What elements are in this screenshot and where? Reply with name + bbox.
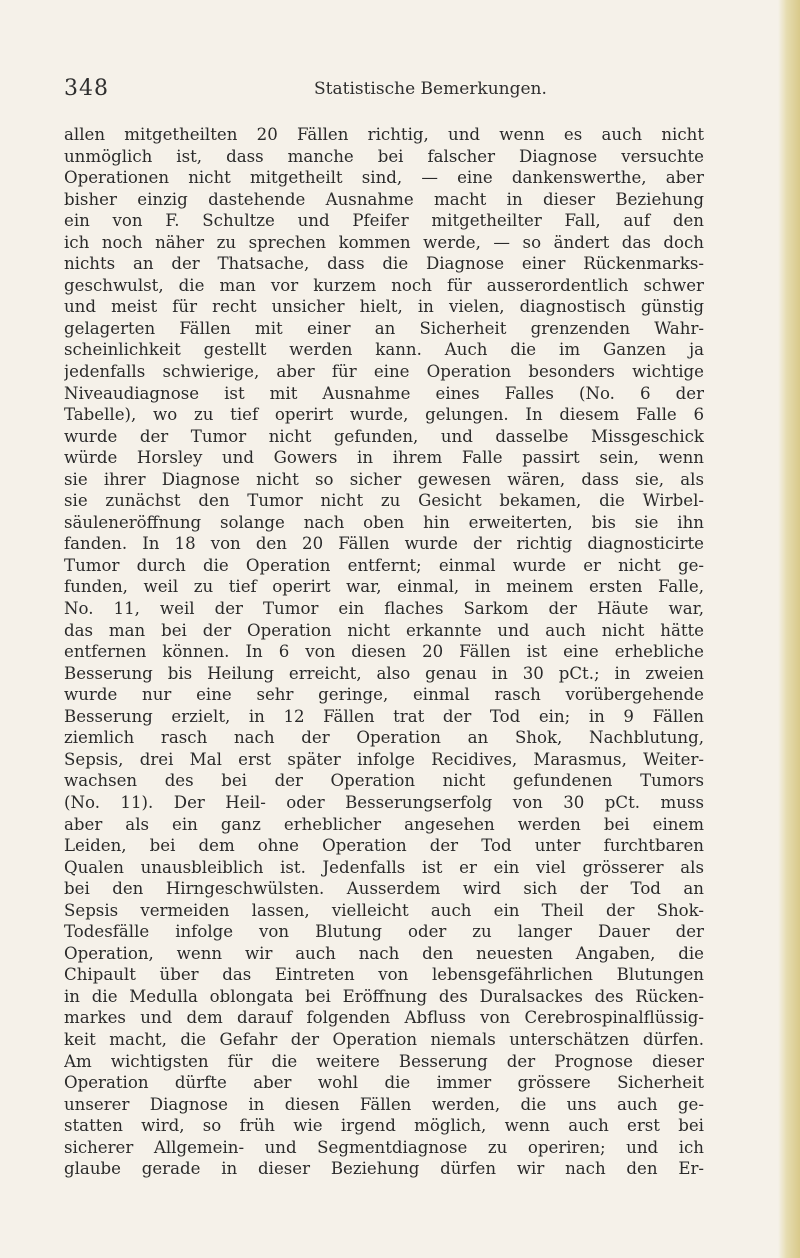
text-line: Operation, wenn wir auch nach den neuesten Angaben, die bbox=[64, 943, 704, 963]
page-edge-shadow bbox=[778, 0, 800, 1258]
text-line: scheinlichkeit gestellt werden kann. Auch die im Ganzen ja bbox=[64, 340, 704, 360]
text-line: keit macht, die Gefahr der Operation niemals unterschätzen dürfen. bbox=[64, 1029, 704, 1049]
text-line: sie zunächst den Tumor nicht zu Gesicht bekamen, die Wirbel- bbox=[64, 491, 704, 511]
text-line: Qualen unausbleiblich ist. Jedenfalls ist er ein viel grösserer als bbox=[64, 857, 704, 877]
text-line: ziemlich rasch nach der Operation an Shok, Nachblutung, bbox=[64, 728, 704, 748]
text-line: geschwulst, die man vor kurzem noch für ausserordentlich schwer bbox=[64, 275, 704, 295]
text-line: Sepsis vermeiden lassen, vielleicht auch ein Theil der Shok- bbox=[64, 900, 704, 920]
text-line: nichts an der Thatsache, dass die Diagnose einer Rückenmarks- bbox=[64, 254, 704, 274]
text-line: Todesfälle infolge von Blutung oder zu langer Dauer der bbox=[64, 922, 704, 942]
text-line: Operationen nicht mitgetheilt sind, — eine dankenswerthe, aber bbox=[64, 168, 704, 188]
text-line: wurde nur eine sehr geringe, einmal rasch vorübergehende bbox=[64, 685, 704, 705]
text-line: funden, weil zu tief operirt war, einmal, in meinem ersten Falle, bbox=[64, 577, 704, 597]
text-line: unmöglich ist, dass manche bei falscher Diagnose versuchte bbox=[64, 146, 704, 166]
text-line: aber als ein ganz erheblicher angesehen werden bei einem bbox=[64, 814, 704, 834]
text-line: säuleneröffnung solange nach oben hin erweiterten, bis sie ihn bbox=[64, 512, 704, 532]
body-text bbox=[64, 124, 704, 1180]
text-line: Besserung erzielt, in 12 Fällen trat der Tod ein; in 9 Fällen bbox=[64, 706, 704, 726]
text-line: das man bei der Operation nicht erkannte und auch nicht hätte bbox=[64, 620, 704, 640]
text-line: bei den Hirngeschwülsten. Ausserdem wird sich der Tod an bbox=[64, 879, 704, 899]
text-line: und meist für recht unsicher hielt, in vielen, diagnostisch günstig bbox=[64, 297, 704, 317]
text-line: allen mitgetheilten 20 Fällen richtig, und wenn es auch nicht bbox=[64, 125, 704, 144]
text-line: No. 11, weil der Tumor ein flaches Sarkom der Häute war, bbox=[64, 599, 704, 619]
text-line: Besserung bis Heilung erreicht, also genau in 30 pCt.; in zweien bbox=[64, 663, 704, 683]
text-line: Tumor durch die Operation entfernt; einmal wurde er nicht ge- bbox=[64, 555, 704, 575]
text-line: (No. 11). Der Heil- oder Besserungserfolg von 30 pCt. muss bbox=[64, 792, 704, 812]
text-line: jedenfalls schwierige, aber für eine Operation besonders wichtige bbox=[64, 362, 704, 382]
text-line: Chipault über das Eintreten von lebensgefährlichen Blutungen bbox=[64, 965, 704, 985]
text-line: glaube gerade in dieser Beziehung dürfen wir nach den Er- bbox=[64, 1159, 704, 1179]
text-line: in die Medulla oblongata bei Eröffnung des Duralsackes des Rücken- bbox=[64, 986, 704, 1006]
text-line: Leiden, bei dem ohne Operation der Tod unter furchtbaren bbox=[64, 836, 704, 856]
text-line: gelagerten Fällen mit einer an Sicherheit grenzenden Wahr- bbox=[64, 318, 704, 338]
text-line: Sepsis, drei Mal erst später infolge Recidives, Marasmus, Weiter- bbox=[64, 749, 704, 769]
text-line: unserer Diagnose in diesen Fällen werden, die uns auch ge- bbox=[64, 1094, 704, 1114]
text-line: entfernen können. In 6 von diesen 20 Fällen ist eine erhebliche bbox=[64, 642, 704, 662]
text-line: ein von F. Schultze und Pfeifer mitgetheilter Fall, auf den bbox=[64, 211, 704, 231]
text-line: fanden. In 18 von den 20 Fällen wurde der richtig diagnosticirte bbox=[64, 534, 704, 554]
text-line: statten wird, so früh wie irgend möglich, wenn auch erst bei bbox=[64, 1116, 704, 1136]
page-number: 348 bbox=[64, 76, 109, 101]
text-line: markes und dem darauf folgenden Abfluss von Cerebrospinalflüssig- bbox=[64, 1008, 704, 1028]
text-line: sicherer Allgemein- und Segmentdiagnose zu operiren; und ich bbox=[64, 1137, 704, 1157]
page-header bbox=[64, 76, 704, 106]
text-line: wachsen des bei der Operation nicht gefundenen Tumors bbox=[64, 771, 704, 791]
text-line: Niveaudiagnose ist mit Ausnahme eines Falles (No. 6 der bbox=[64, 383, 704, 403]
text-line: sie ihrer Diagnose nicht so sicher gewesen wären, dass sie, als bbox=[64, 469, 704, 489]
text-line: Am wichtigsten für die weitere Besserung der Prognose dieser bbox=[64, 1051, 704, 1071]
text-line: würde Horsley und Gowers in ihrem Falle passirt sein, wenn bbox=[64, 448, 704, 468]
text-line: Operation dürfte aber wohl die immer grössere Sicherheit bbox=[64, 1073, 704, 1093]
running-title: Statistische Bemerkungen. bbox=[314, 79, 547, 99]
text-line: Tabelle), wo zu tief operirt wurde, gelungen. In diesem Falle 6 bbox=[64, 405, 704, 425]
text-line: ich noch näher zu sprechen kommen werde, — so ändert das doch bbox=[64, 232, 704, 252]
text-line: wurde der Tumor nicht gefunden, und dasselbe Missgeschick bbox=[64, 426, 704, 446]
text-line: bisher einzig dastehende Ausnahme macht in dieser Beziehung bbox=[64, 189, 704, 209]
